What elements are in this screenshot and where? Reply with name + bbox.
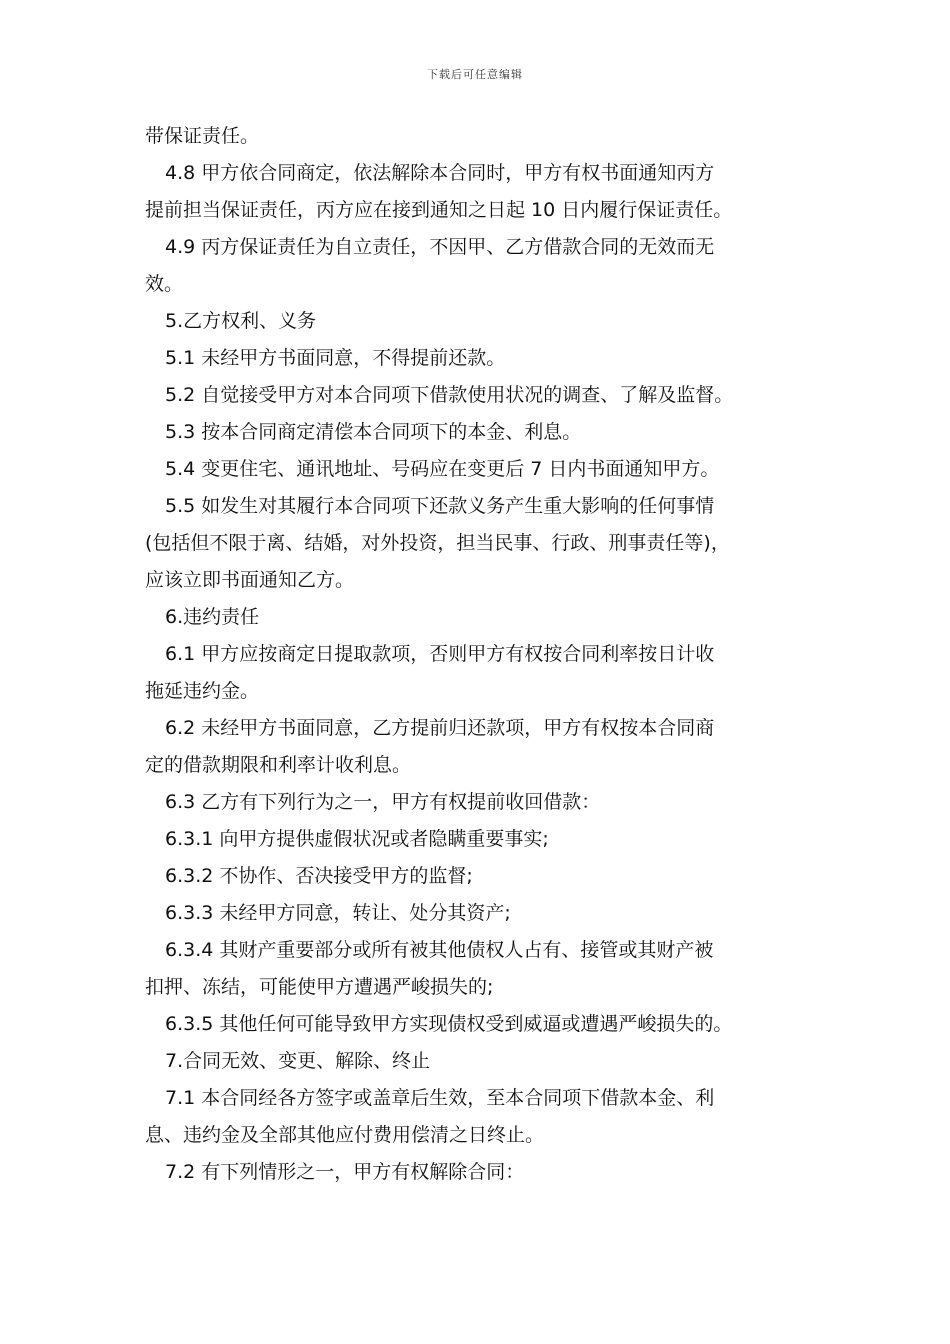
text-line: 5.4 变更住宅、通讯地址、号码应在变更后 7 日内书面通知甲方。 [165, 458, 720, 480]
text-line: 6.3.4 其财产重要部分或所有被其他债权人占有、接管或其财产被 [165, 939, 714, 961]
text-line: 6.违约责任 [165, 606, 260, 628]
text-line: 6.3 乙方有下列行为之一，甲方有权提前收回借款： [165, 791, 601, 813]
text-line: 带保证责任。 [145, 125, 260, 147]
text-line: 7.1 本合同经各方签字或盖章后生效，至本合同项下借款本金、利 [165, 1087, 715, 1109]
text-line: 4.8 甲方依合同商定，依法解除本合同时，甲方有权书面通知丙方 [165, 162, 715, 184]
text-line: 6.3.2 不协作、否决接受甲方的监督; [165, 865, 473, 887]
text-line: 5.5 如发生对其履行本合同项下还款义务产生重大影响的任何事情 [165, 495, 715, 517]
text-line: 扣押、冻结，可能使甲方遭遇严峻损失的; [145, 976, 494, 998]
text-line: 6.3.5 其他任何可能导致甲方实现债权受到威逼或遭遇严峻损失的。 [165, 1013, 733, 1035]
text-line: 7.合同无效、变更、解除、终止 [165, 1050, 431, 1072]
text-line: 6.2 未经甲方书面同意，乙方提前归还款项，甲方有权按本合同商 [165, 717, 715, 739]
text-line: 提前担当保证责任，丙方应在接到通知之日起 10 日内履行保证责任。 [145, 199, 733, 221]
text-line: 5.1 未经甲方书面同意，不得提前还款。 [165, 347, 506, 369]
text-line: 拖延违约金。 [145, 680, 260, 702]
text-line: 6.3.3 未经甲方同意，转让、处分其资产; [165, 902, 511, 924]
text-line: 7.2 有下列情形之一，甲方有权解除合同： [165, 1161, 525, 1183]
text-line: 5.乙方权利、义务 [165, 310, 317, 332]
text-line: 5.2 自觉接受甲方对本合同项下借款使用状况的调查、了解及监督。 [165, 384, 734, 406]
text-line: 息、违约金及全部其他应付费用偿清之日终止。 [145, 1124, 545, 1146]
text-line: 4.9 丙方保证责任为自立责任，不因甲、乙方借款合同的无效而无 [165, 236, 715, 258]
text-line: 定的借款期限和利率计收利息。 [145, 754, 412, 776]
text-line: 6.1 甲方应按商定日提取款项，否则甲方有权按合同利率按日计收 [165, 643, 715, 665]
text-line: (包括但不限于离、结婚，对外投资，担当民事、行政、刑事责任等)， [145, 532, 730, 554]
document-body [145, 118, 815, 1191]
text-line: 6.3.1 向甲方提供虚假状况或者隐瞒重要事实; [165, 828, 549, 850]
page-header: 下载后可任意编辑 [427, 68, 523, 81]
text-line: 应该立即书面通知乙方。 [145, 569, 355, 591]
text-line: 效。 [145, 273, 184, 295]
text-line: 5.3 按本合同商定清偿本合同项下的本金、利息。 [165, 421, 582, 443]
